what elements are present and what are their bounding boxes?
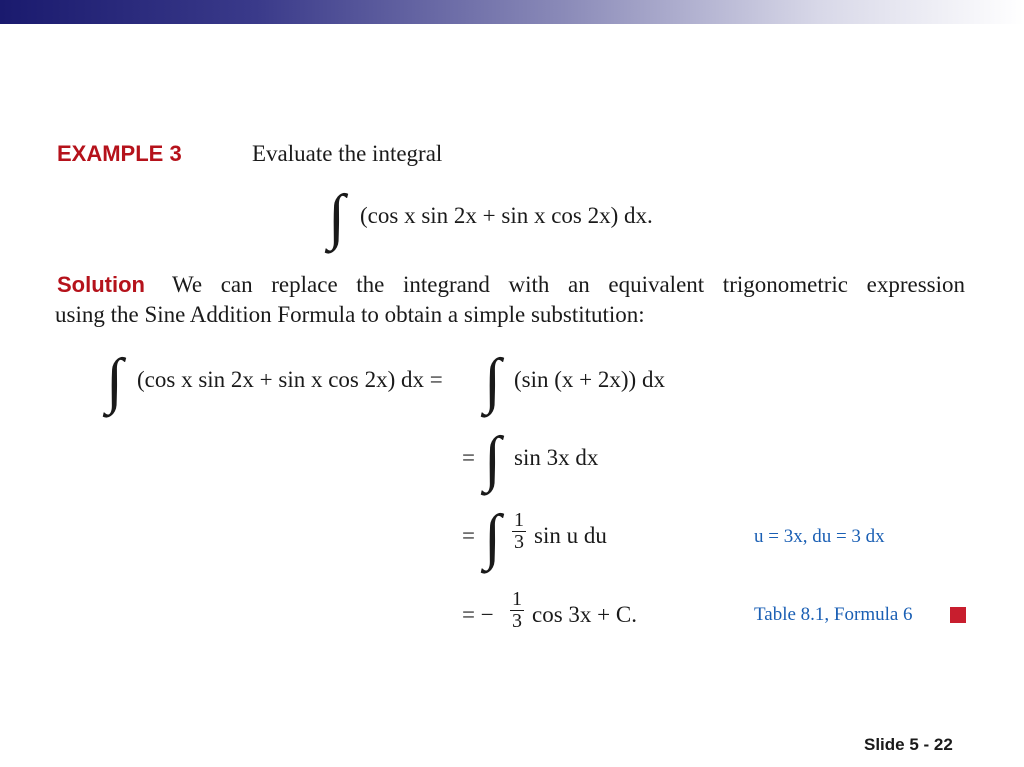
integral-sign: ∫ <box>328 183 345 251</box>
fraction <box>506 589 528 632</box>
title-bar-gradient <box>0 0 1024 24</box>
step-rhs-4: cos 3x + C. <box>532 602 637 627</box>
equals-sign: = <box>462 445 475 470</box>
integral-sign: ∫ <box>484 347 501 415</box>
solution-label: Solution <box>57 272 145 297</box>
step-rhs-3: sin u du <box>534 523 607 548</box>
integral-sign: ∫ <box>484 503 501 571</box>
integral-sign: ∫ <box>484 425 501 493</box>
step-rhs-1: (sin (x + 2x)) dx <box>514 367 665 392</box>
integral-sign: ∫ <box>106 347 123 415</box>
slide-number: Slide 5 - 22 <box>864 735 953 754</box>
fraction-numerator: 1 <box>514 509 524 531</box>
substitution-note: u = 3x, du = 3 dx <box>754 526 885 547</box>
solution-line-1: We can replace the integrand with an equivalent trigonometric expression <box>172 272 965 297</box>
solution-line-2: using the Sine Addition Formula to obtain a simple substitution: <box>55 302 645 327</box>
reference-note: Table 8.1, Formula 6 <box>754 604 913 625</box>
problem-expression: (cos x sin 2x + sin x cos 2x) dx. <box>360 203 653 228</box>
example-label: EXAMPLE 3 <box>57 141 182 166</box>
fraction <box>508 510 530 553</box>
step-lhs: (cos x sin 2x + sin x cos 2x) dx = <box>137 367 443 392</box>
end-of-proof-icon <box>950 607 966 623</box>
fraction-numerator: 1 <box>512 588 522 610</box>
equals-minus-sign: = − <box>462 602 494 627</box>
equals-sign: = <box>462 523 475 548</box>
fraction-denominator: 3 <box>512 610 522 632</box>
fraction-denominator: 3 <box>514 531 524 553</box>
example-prompt: Evaluate the integral <box>252 141 443 166</box>
step-rhs-2: sin 3x dx <box>514 445 599 470</box>
